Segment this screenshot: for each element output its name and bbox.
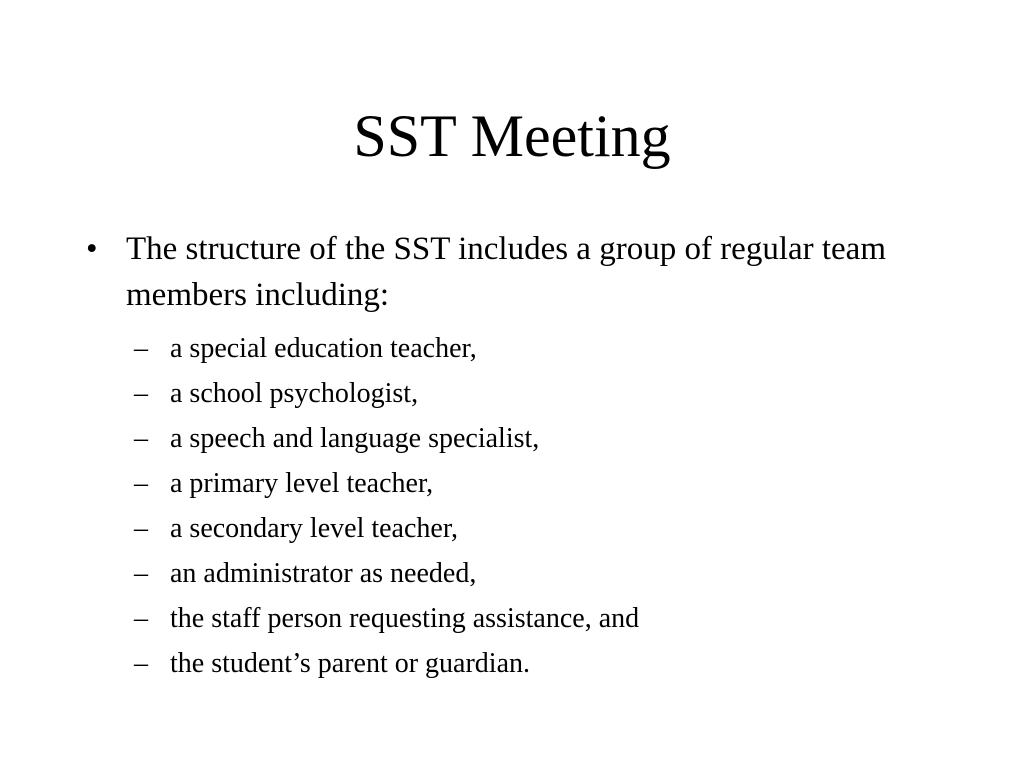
main-bullet [86,226,966,318]
list-item [134,326,966,371]
list-item-text: an administrator as needed, [170,558,477,589]
list-item-text: the student’s parent or guardian. [170,648,531,679]
list-item [134,371,966,416]
list-item [134,641,966,686]
list-item [134,416,966,461]
dash-icon: – [134,603,148,634]
list-item [134,551,966,596]
bullet-icon: • [86,231,98,267]
list-item-text: a primary level teacher, [170,468,434,499]
list-item-text: a special education teacher, [170,333,477,364]
list-item-text: a school psychologist, [170,378,419,409]
list-item [134,461,966,506]
dash-icon: – [134,468,148,499]
list-item-text: the staff person requesting assistance, and [170,603,640,634]
dash-icon: – [134,378,148,409]
dash-icon: – [134,558,148,589]
list-item [134,506,966,551]
list-item [134,596,966,641]
dash-icon: – [134,423,148,454]
dash-icon: – [134,513,148,544]
main-bullet-text: The structure of the SST includes a group of regular team members including: [126,231,886,313]
sub-bullet-list [86,326,966,686]
slide-body [86,226,966,686]
list-item-text: a speech and language specialist, [170,423,540,454]
slide-title: SST Meeting [353,103,671,169]
dash-icon: – [134,333,148,364]
dash-icon: – [134,648,148,679]
list-item-text: a secondary level teacher, [170,513,459,544]
